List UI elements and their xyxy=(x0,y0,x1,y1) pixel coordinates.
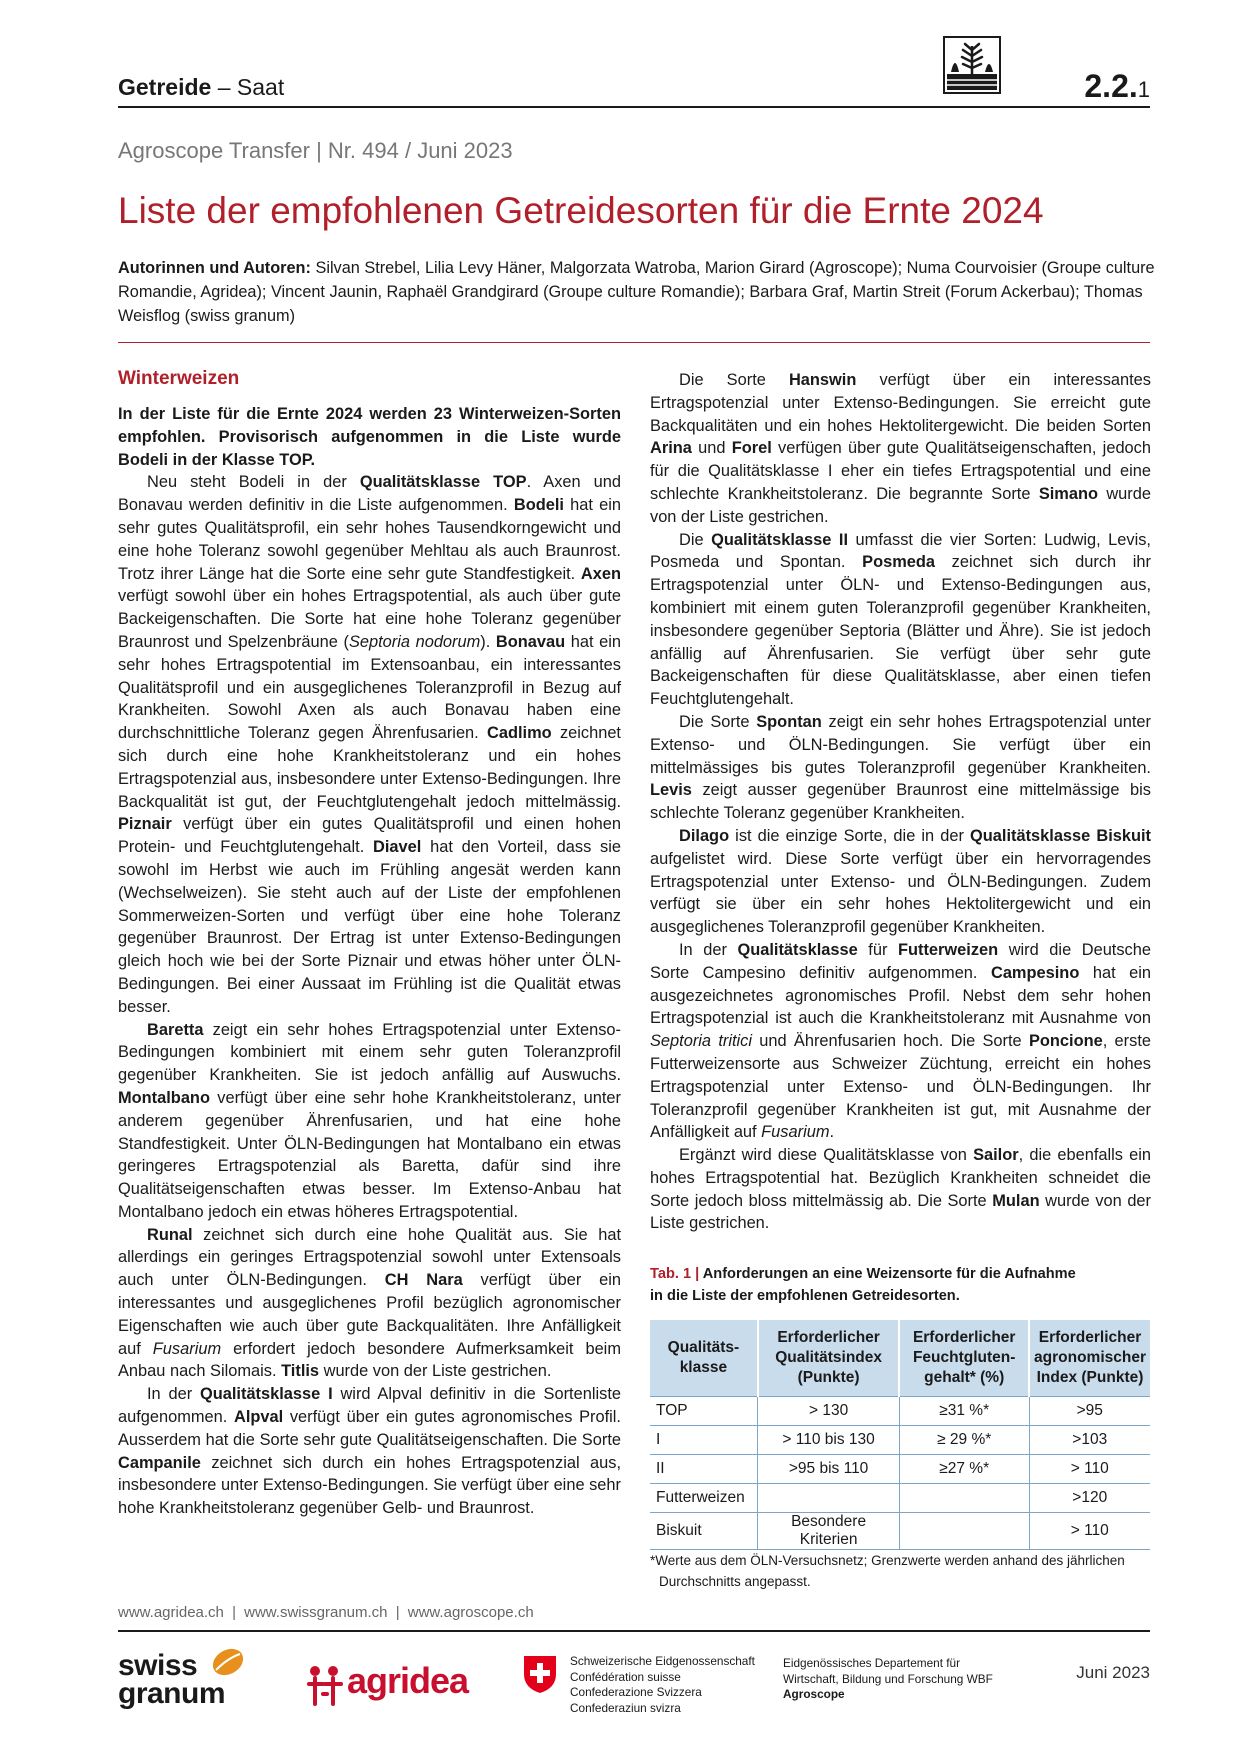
web-links: www.agridea.ch | www.swissgranum.ch | www.agroscope.ch xyxy=(118,1604,534,1621)
series-line: Agroscope Transfer | Nr. 494 / Juni 2023 xyxy=(118,138,513,163)
table-cell xyxy=(899,1513,1029,1550)
paragraph: Ergänzt wird diese Qualitätsklasse von Sailor, die ebenfalls ein hohes Ertragspotential hat. Bezüglich Krankheiten schneidet die Sorte jedoch bloss mittelmässig ab. Die Sorte Mulan wurde von der Liste gestrichen. xyxy=(650,1146,1152,1233)
agridea-logo: agridea xyxy=(305,1656,475,1712)
column-header: Erforderlicher Qualitätsindex (Punkte) xyxy=(758,1320,900,1397)
table-row xyxy=(650,1455,1150,1484)
table-row xyxy=(650,1484,1150,1513)
paragraph: Die Sorte Hanswin verfügt über ein interessantes Ertragspotenzial unter Extenso-Bedingungen. Sie erreicht gute Backqualitäten und ein hohes Hektolitergewicht. Die beiden Sorten Arina und Forel verfügen über gute Qualitätseigenschaften, jedoch für die Qualitätsklasse I eher ein tiefes Ertragspotential und eine schlechte Krankheitstoleranz. Die begrannte Sorte Simano wurde von der Liste gestrichen. xyxy=(650,371,1151,526)
table-cell: > 110 xyxy=(1029,1455,1150,1484)
section-heading: Winterweizen xyxy=(118,368,240,389)
table-header-row xyxy=(650,1320,1150,1397)
table-row xyxy=(650,1513,1150,1550)
header-rule xyxy=(118,106,1150,108)
table-cell: Besondere Kriterien xyxy=(758,1513,900,1550)
table-cell: ≥ 29 %* xyxy=(899,1426,1029,1455)
authors-block xyxy=(118,256,1158,328)
table-cell: TOP xyxy=(650,1397,758,1426)
column-header: Erforderlicher agronomischer Index (Punkte) xyxy=(1029,1320,1150,1397)
paragraph: In der Qualitätsklasse für Futterweizen wird die Deutsche Sorte Campesino definitiv aufgenommen. Campesino hat ein ausgezeichnetes agronomisches Profil. Nebst dem sehr hohen Ertragspotenzial ist auch die Krankheitstoleranz mit Ausnahme von Septoria tritici und Ährenfusarien hoch. Die Sorte Poncione, erste Futterweizensorte aus Schweizer Züchtung, erreicht ein hohes Ertragspotenzial unter Extenso- und ÖLN-Bedingungen. Ihr Toleranzprofil gegenüber Krankheiten ist gut, mit Ausnahme der Anfälligkeit auf Fusarium. xyxy=(650,940,1151,1142)
paragraph: Runal zeichnet sich durch eine hohe Qualität aus. Sie hat allerdings ein geringes Ertragspotenzial sowohl unter Extensoals auch unter ÖLN-Bedingungen. CH Nara verfügt über ein interessantes und ausgeglichenes Profil bezüglich agronomischer Eigenschaften wie auch über gute Backqualitäten. Ihre Anfälligkeit auf Fusarium erfordert jedoch besondere Aufmerksamkeit beim Anbau nach Silomais. Titlis wurde von der Liste gestrichen. xyxy=(118,1225,621,1381)
link-agridea[interactable]: www.agridea.ch xyxy=(118,1604,224,1621)
plant-emblem-icon xyxy=(943,36,1001,94)
table-cell: >120 xyxy=(1029,1484,1150,1513)
page-title: Liste der empfohlenen Getreidesorten für die Ernte 2024 xyxy=(118,190,1044,231)
grain-icon xyxy=(208,1644,248,1680)
paragraph: Dilago ist die einzige Sorte, die in der Qualitätsklasse Biskuit aufgelistet wird. Diese Sorte verfügt über ein hervorragendes Ertragspotenzial unter Extenso- und ÖLN-Bedingungen. Zudem verfügt sie über ein sehr hohes Hektolitergewicht und ein ausgeglichenes Toleranzprofil gegenüber Krankheiten. xyxy=(650,826,1152,937)
table-row xyxy=(650,1426,1150,1455)
authors-label: Autorinnen und Autoren: xyxy=(118,259,311,277)
agridea-figures-icon xyxy=(305,1664,345,1706)
table-cell xyxy=(758,1484,900,1513)
table-footnote: *Werte aus dem ÖLN-Versuchsnetz; Grenzwerte werden anhand des jährlichen Durchschnitts angepasst. xyxy=(650,1553,1125,1589)
table-cell: Futterweizen xyxy=(650,1484,758,1513)
page-header xyxy=(118,64,1150,109)
table-cell: >103 xyxy=(1029,1426,1150,1455)
table-cell: ≥27 %* xyxy=(899,1455,1029,1484)
table-cell: > 130 xyxy=(758,1397,900,1426)
table-caption: Tab. 1 | Anforderungen an eine Weizensorte für die Aufnahme in die Liste der empfohlenen Getreidesorten. xyxy=(650,1266,1076,1304)
paragraph: In der Qualitätsklasse I wird Alpval definitiv in die Sortenliste aufgenommen. Alpval verfügt über ein gutes agronomisches Profil. Ausserdem hat die Sorte sehr gute Qualitätseigenschaften. Die Sorte Campanile zeichnet sich durch ein hohes Ertragspotenzial aus, insbesondere unter Extenso-Bedingungen. Sie verfügt über eine sehr hohe Krankheitstoleranz gegenüber Gelb- und Braunrost. xyxy=(118,1385,621,1518)
requirements-table xyxy=(650,1320,1150,1550)
swiss-confederation-logo: Schweizerische Eidgenossenschaft Confédération suisse Confederazione Svizzera Confederaziun svizra xyxy=(522,1654,762,1724)
column-header: Qualitäts- klasse xyxy=(650,1320,758,1397)
paragraph: Die Sorte Spontan zeigt ein sehr hohes Ertragspotenzial unter Extenso- und ÖLN-Bedingungen. Sie verfügt über ein mittelmässiges bis gutes Toleranzprofil gegenüber Krankheiten. Levis zeigt ausser gegenüber Braunrost eine mittelmässige bis schlechte Toleranz gegenüber Krankheiten. xyxy=(650,712,1151,823)
table-cell: >95 xyxy=(1029,1397,1150,1426)
table-cell xyxy=(899,1484,1029,1513)
header-category: Getreide – Saat xyxy=(118,74,285,100)
footer-rule xyxy=(118,1630,1150,1632)
title-rule xyxy=(118,342,1150,343)
table-number: Tab. 1 | xyxy=(650,1266,700,1282)
right-column xyxy=(650,369,1151,1235)
table-cell: > 110 xyxy=(1029,1513,1150,1550)
column-header: Erforderlicher Feuchtgluten- gehalt* (%) xyxy=(899,1320,1029,1397)
wbf-agroscope-logo: Eidgenössisches Departement für Wirtschaft, Bildung und Forschung WBF Agroscope xyxy=(783,1656,993,1701)
lead-paragraph: In der Liste für die Ernte 2024 werden 23 Winterweizen-Sorten empfohlen. Provisorisch aufgenommen in die Liste wurde Bodeli in der Klasse TOP. xyxy=(118,405,621,469)
authors-text: Silvan Strebel, Lilia Levy Häner, Malgorzata Watroba, Marion Girard (Agroscope); Numa Courvoisier (Groupe culture Romandie, Agridea); Vincent Jaunin, Raphaël Grandgirard (Groupe culture Romandie); Barbara Graf, Martin Streit (Forum Ackerbau); Thomas Weisflog (swiss granum) xyxy=(118,259,1155,325)
table-cell: > 110 bis 130 xyxy=(758,1426,900,1455)
link-swissgranum[interactable]: www.swissgranum.ch xyxy=(244,1604,388,1621)
paragraph: Die Qualitätsklasse II umfasst die vier Sorten: Ludwig, Levis, Posmeda und Spontan. Posmeda zeichnet sich durch ihr Ertragspotenzial unter ÖLN- und Extenso-Bedingungen aus, kombiniert mit einem guten Toleranzprofil gegenüber Krankheiten, insbesondere gegenüber Septoria (Blätter und Ähre). Sie ist jedoch anfällig auf Ährenfusarien. Sie verfügt über sehr gute Backeigenschaften für diese Qualitätsklasse, aber einen tiefen Feuchtglutengehalt. xyxy=(650,530,1151,709)
table-cell: ≥31 %* xyxy=(899,1397,1029,1426)
document-number: 2.2.1 xyxy=(1084,68,1150,104)
footer-date: Juni 2023 xyxy=(1076,1663,1150,1682)
table-cell: >95 bis 110 xyxy=(758,1455,900,1484)
swiss-shield-icon xyxy=(522,1654,558,1694)
table-cell: I xyxy=(650,1426,758,1455)
table-row xyxy=(650,1397,1150,1426)
paragraph: Baretta zeigt ein sehr hohes Ertragspotenzial unter Extenso-Bedingungen kombiniert mit einem sehr guten Toleranzprofil gegenüber Krankheiten. Sie ist jedoch anfällig auf Auswuchs. Montalbano verfügt über eine sehr hohe Krankheitstoleranz, unter anderem gegenüber Ährenfusarien, und hat eine hohe Standfestigkeit. Unter ÖLN-Bedingungen hat Montalbano ein etwas geringeres Ertragspotenzial als Baretta, dafür sind ihre Qualitätseigenschaften etwas besser. Im Extenso-Anbau hat Montalbano jedoch ein etwas höheres Ertragspotential. xyxy=(118,1020,621,1221)
paragraph: Neu steht Bodeli in der Qualitätsklasse TOP. Axen und Bonavau werden definitiv in die Liste aufgenommen. Bodeli hat ein sehr gutes Qualitätsprofil, ein sehr hohes Tausendkorngewicht und eine hohe Toleranz sowohl gegenüber Mehltau als auch Braunrost. Trotz ihrer Länge hat die Sorte eine sehr gute Standfestigkeit. Axen verfügt sowohl über ein hohes Ertragspotential, als auch über gute Backeigenschaften. Die Sorte hat eine hohe Toleranz gegenüber Braunrost und Spelzenbräune (Septoria nodorum). Bonavau hat ein sehr hohes Ertragspotential im Extensoanbau, ein interessantes Qualitätsprofil und ein ausgeglichenes Toleranzprofil in Bezug auf Krankheiten. Sowohl Axen als auch Bonavau haben eine durchschnittliche Toleranz gegen Ährenfusarien. Cadlimo zeichnet sich durch eine hohe Krankheitstoleranz und ein hohes Ertragspotenzial aus, insbesondere unter Extenso-Bedingungen. Ihre Backqualität ist gut, der Feuchtglutengehalt jedoch mittelmässig. Piznair verfügt über ein gutes Qualitätsprofil und einen hohen Protein- und Feuchtglutengehalt. Diavel hat den Vorteil, dass sie sowohl im Herbst wie auch im Frühling angesät werden kann (Wechselweizen). Sie steht auch auf der Liste der empfohlenen Sommerweizen-Sorten und verfügt über eine hohe Toleranz gegenüber Braunrost. Der Ertrag ist unter Extenso-Bedingungen gleich hoch wie bei der Sorte Piznair und etwas höher unter ÖLN-Bedingungen. Bei einer Aussaat im Frühling ist die Qualität etwas besser. xyxy=(118,473,622,1016)
table-cell: Biskuit xyxy=(650,1513,758,1550)
table-cell: II xyxy=(650,1455,758,1484)
link-agroscope[interactable]: www.agroscope.ch xyxy=(407,1604,534,1621)
swiss-granum-logo: swiss granum xyxy=(118,1652,258,1714)
left-column xyxy=(118,403,621,1520)
